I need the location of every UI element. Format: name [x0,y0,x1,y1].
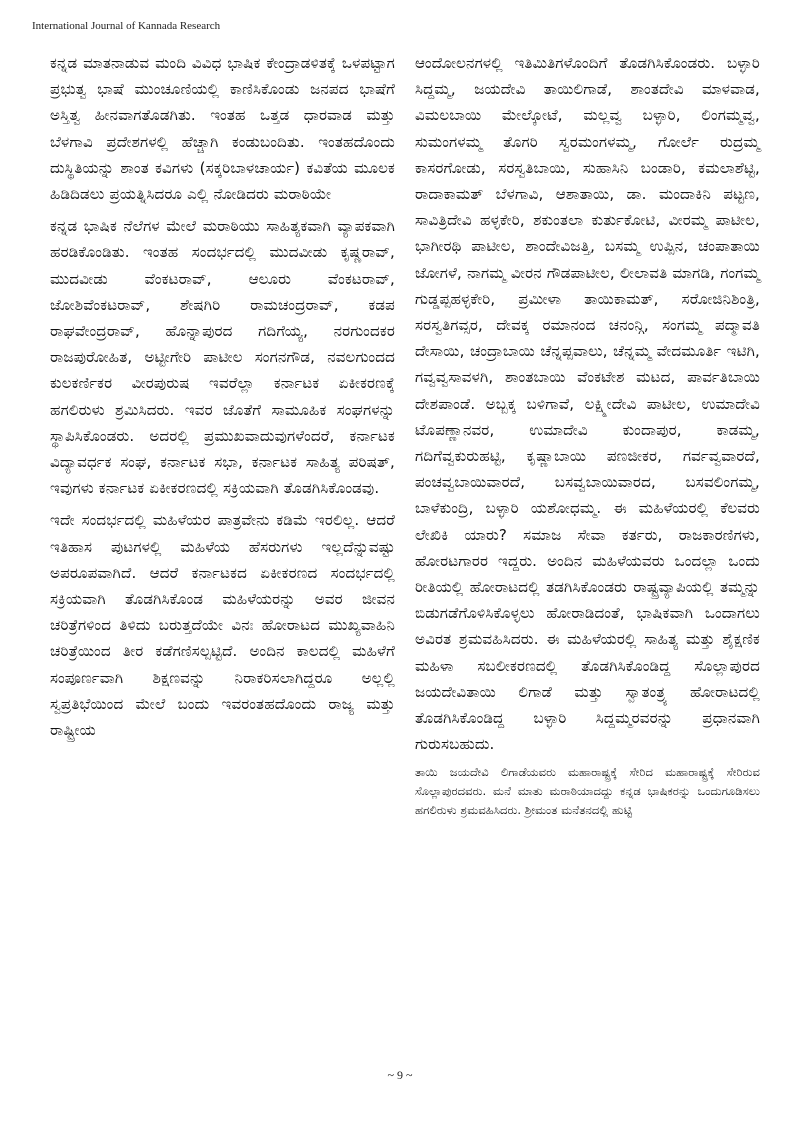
left-column [50,50,395,749]
paragraph: ತಾಯಿ ಜಯದೇವಿ ಲಿಗಾಡೆಯವರು ಮಹಾರಾಷ್ಟ್ರಕ್ಕೆ ಸೇರಿದ ಮಹಾರಾಷ್ಟ್ರಕ್ಕೆ ಸೇರಿರುವ ಸೊಲ್ಲಾಪುರದವರು. ಮನೆ ಮಾತು ಮರಾಠಿಯಾದದ್ದು ಕನ್ನಡ ಭಾಷಿಕರನ್ನು ಒಂದುಗೂಡಿಸಲು ಹಗಲಿರುಳು ಶ್ರಮವಹಿಸಿದರು. ಶ್ರೀಮಂತ ಮನೆತನದಲ್ಲಿ ಹುಟ್ಟಿ [415,765,760,818]
paragraph: ಕನ್ನಡ ಮಾತನಾಡುವ ಮಂದಿ ವಿವಿಧ ಭಾಷಿಕ ಕೇಂದ್ರಾಡಳಿತಕ್ಕೆ ಒಳಪಟ್ಟಾಗ ಪ್ರಭುತ್ವ ಭಾಷೆ ಮುಂಚೂಣಿಯಲ್ಲಿ ಕಾಣಿಸಿಕೊಂಡು ಜನಪದ ಭಾಷೆಗೆ ಅಸ್ತಿತ್ವ ಹೀನವಾಗತೊಡಗಿತು. ಇಂತಹ ಒತ್ತಡ ಧಾರವಾಡ ಮತ್ತು ಬೆಳಗಾವಿ ಪ್ರದೇಶಗಳಲ್ಲಿ ಹೆಚ್ಚಾಗಿ ಕಂಡುಬಂದಿತು. ಇಂತಹದೊಂದು ದುಸ್ಥಿತಿಯನ್ನು ಶಾಂತ ಕವಿಗಳು (ಸಕ್ಕರಿಬಾಳಚಾರ್ಯ) ಕವಿತೆಯ ಮೂಲಕ ಹಿಡಿದಿಡಲು ಪ್ರಯತ್ನಿಸಿದರೂ ಎಲ್ಲಿ ನೋಡಿದರು ಮರಾಠಿಯೇ [50,54,395,204]
paragraph: ಇದೇ ಸಂದರ್ಭದಲ್ಲಿ ಮಹಿಳೆಯರ ಪಾತ್ರವೇನು ಕಡಿಮೆ ಇರಲಿಲ್ಲ. ಆದರೆ ಇತಿಹಾಸ ಪುಟಗಳಲ್ಲಿ ಮಹಿಳೆಯ ಹೆಸರುಗಳು ಇಲ್ಲದೆನ್ನುವಷ್ಟು ಅಪರೂಪವಾಗಿದೆ. ಆದರೆ ಕರ್ನಾಟಕದ ಏಕೀಕರಣದ ಸಂದರ್ಭದಲ್ಲಿ ಸಕ್ರಿಯವಾಗಿ ತೊಡಗಿಸಿಕೊಂಡ ಮಹಿಳೆಯರನ್ನು ಅವರ ಜೀವನ ಚರಿತ್ರೆಗಳಿಂದ ತಿಳಿದು ಬರುತ್ತದೆಯೇ ವಿನಃ ಹೋರಾಟದ ಮುಖ್ಯವಾಹಿನಿ ಚರಿತ್ರೆಯಿಂದ ತೀರ ಕಡೆಗಣಿಸಲ್ಪಟ್ಟಿದೆ. ಅಂದಿನ ಕಾಲದಲ್ಲಿ ಮಹಿಳೆಗೆ ಸಂಪೂರ್ಣವಾಗಿ ಶಿಕ್ಷಣವನ್ನು ನಿರಾಕರಿಸಲಾಗಿದ್ದರೂ ಅಲ್ಲಲ್ಲಿ ಸ್ವಪ್ರತಿಭೆಯಿಂದ ಮೇಲೆ ಬಂದು ಇವರಂತಹದೊಂದು ರಾಜ್ಯ ಮತ್ತು ರಾಷ್ಟ್ರೀಯ [50,511,395,740]
page-number: ~ 9 ~ [387,1068,413,1082]
journal-header: International Journal of Kannada Research [32,20,221,32]
paragraph: ಆಂದೋಲನಗಳಲ್ಲಿ ಇತಿಮಿತಿಗಳೊಂದಿಗೆ ತೊಡಗಿಸಿಕೊಂಡರು. ಬಳ್ಳಾರಿ ಸಿದ್ದಮ್ಮ, ಜಯದೇವಿ ತಾಯಿಲಿಗಾಡೆ, ಶಾಂತದೇವಿ ಮಾಳವಾಡ, ವಿಮಲಬಾಯಿ ಮೇಲ್ಕೋಟೆ, ಮಲ್ಲವ್ವ ಬಳ್ಳಾರಿ, ಲಿಂಗಮ್ಮವ್ವ, ಸುಮಂಗಳಮ್ಮ ತೊಗರಿ ಸ್ವರಮಂಗಳಮ್ಮ, ಗೋರ್ಲೆ ರುದ್ರಮ್ಮ ಕಾಸರಗೋಡು, ಸರಸ್ವತಿಬಾಯಿ, ಸುಹಾಸಿನಿ ಬಂಡಾರಿ, ಕಮಲಾಶೆಟ್ಟಿ, ರಾದಾಕಾಮತ್ ಬೆಳಗಾವಿ, ಆಶಾತಾಯಿ, ಡಾ. ಮಂದಾಕಿನಿ ಪಟ್ಟಣ, ಸಾವಿತ್ರಿದೇವಿ ಹಳ್ಳಕೇರಿ, ಶಕುಂತಲಾ ಕುರ್ತುಕೋಟಿ, ವೀರಮ್ಮ ಪಾಟೀಲ, ಭಾಗೀರಥಿ ಪಾಟೀಲ, ಶಾಂದೇವಿಜತ್ತಿ, ಬಸಮ್ಮ ಉಪ್ಪಿನ, ಚಂಪಾತಾಯಿ ಜೋಗಳೆ, ನಾಗಮ್ಮ ವೀರನ ಗೌಡಪಾಟೀಲ, ಲೀಲಾವತಿ ಮಾಗಡಿ, ಗಂಗಮ್ಮ ಗುಡ್ಡಪ್ಪಹಳ್ಳಕೇರಿ, ಪ್ರಮೀಳಾ ತಾಯಿಕಾಮತ್, ಸರೋಜಿನಿಶಿಂತ್ರಿ, ಸರಸ್ವತಿಗವ್ಸರ, ದೇವಕ್ಕ ರಮಾನಂದ ಚನಂನ್ಗಿ, ಸಂಗಮ್ಮ ಪದ್ಮಾವತಿ ದೇಸಾಯಿ, ಚಂದ್ರಾಬಾಯಿ ಚೆನ್ನಪ್ಪವಾಲು, ಚೆನ್ನಮ್ಮ ವೇದಮೂರ್ತಿ ಇಟಿಗಿ, ಗವ್ವವ್ವಸಾವಳಗಿ, ಶಾಂತಬಾಯಿ ವೆಂಕಟೇಶ ಮಟದ, ಪಾರ್ವತಿಬಾಯಿ ದೇಶಪಾಂಡೆ. ಅಬ್ಬಕ್ಕ ಬಳಿಗಾವೆ, ಲಕ್ಷ್ಮೀದೇವಿ ಪಾಟೀಲ, ಉಮಾದೇವಿ ಟೊಪಣ್ಣಾನವರ, ಉಮಾದೇವಿ ಕುಂದಾಪುರ, ಕಾಡಮ್ಮ, ಗದಿಗೆವ್ವಕುರುಹಟ್ಟಿ, ಕೃಷ್ಣಾಬಾಯಿ ಪಣಜೀಕರ, ಗರ್ವವ್ವವಾರದೆ, ಪಂಚವ್ವಬಾಯಿವಾರದೆ, ಬಸವ್ವಬಾಯಿವಾರದ, ಬಸವಲಿಂಗಮ್ಮ, ಬಾಳೆಕುಂದ್ರಿ, ಬಳ್ಳಾರಿ ಯಶೋಧಮ್ಮ. ಈ ಮಹಿಳೆಯರಲ್ಲಿ ಕೆಲವರು ಲೇಖಿಕಿ ಯಾರು? ಸಮಾಜ ಸೇವಾ ಕರ್ತರು, ರಾಜಕಾರಣಿಗಳು, ಹೋರಟಗಾರರ ಇದ್ದರು. ಅಂದಿನ ಮಹಿಳೆಯವರು ಒಂದಲ್ಲಾ ಒಂದು ರೀತಿಯಲ್ಲಿ ಹೋರಾಟದಲ್ಲಿ ತಡಗಿಸಿಕೊಂಡರು ರಾಷ್ಟ್ರವ್ಯಾಪಿಯಲ್ಲಿ ತಮ್ಮನ್ನು ಬಿಡುಗಡೆಗೊಳಿಸಿಕೊಳ್ಳಲು ಹೋರಾಡಿದಂತೆ, ಭಾಷಿಕವಾಗಿ ಒಂದಾಗಲು ಅವಿರತ ಶ್ರಮವಹಿಸಿದರು. ಈ ಮಹಿಳೆಯರಲ್ಲಿ ಸಾಹಿತ್ಯ ಮತ್ತು ಶೈಕ್ಷಣಿಕ ಮಹಿಳಾ ಸಬಲೀಕರಣದಲ್ಲಿ ತೊಡಗಿಸಿಕೊಂಡಿದ್ದ ಸೊಲ್ಲಾಪುರದ ಜಯದೇವಿತಾಯಿ ಲಿಗಾಡೆ ಮತ್ತು ಸ್ವಾತಂತ್ರ್ಯ ಹೋರಾಟದಲ್ಲಿ ತೊಡಗಿಸಿಕೊಂಡಿದ್ದ ಬಳ್ಳಾರಿ ಸಿದ್ದಮ್ಮರವರನ್ನು ಪ್ರಧಾನವಾಗಿ ಗುರುಸಬಹುದು. [415,54,760,754]
paragraph: ಕನ್ನಡ ಭಾಷಿಕ ನೆಲೆಗಳ ಮೇಲೆ ಮರಾಠಿಯು ಸಾಹಿತ್ಯಕವಾಗಿ ವ್ಯಾಪಕವಾಗಿ ಹರಡಿಕೊಂಡಿತು. ಇಂತಹ ಸಂದರ್ಭದಲ್ಲಿ ಮುದವೀಡು ಕೃಷ್ಣರಾವ್, ಮುದವೀಡು ವೆಂಕಟರಾವ್, ಆಲೂರು ವೆಂಕಟರಾವ್, ಜೋಶಿವೆಂಕಟರಾವ್, ಶೇಷಗಿರಿ ರಾಮಚಂದ್ರರಾವ್, ಕಡಪ ರಾಘವೇಂದ್ರರಾವ್, ಹೊನ್ನಾಪುರದ ಗದಿಗೆಯ್ಯ, ನರಗುಂದಕರ ರಾಜಪುರೋಹಿತ, ಅಟ್ಟೀಗೇರಿ ಪಾಟೀಲ ಸಂಗನಗೌಡ, ನವಲಗುಂದದ ಕುಲಕರ್ಣಿಕರ ವೀರಪುರುಷ ಇವರೆಲ್ಲಾ ಕರ್ನಾಟಕ ಏಕೀಕರಣಕ್ಕೆ ಹಗಲಿರುಳು ಶ್ರಮಿಸಿದರು. ಇವರ ಜೊತೆಗೆ ಸಾಮೂಹಿಕ ಸಂಘಗಳನ್ನು ಸ್ಥಾಪಿಸಿಕೊಂಡರು. ಅದರಲ್ಲಿ ಪ್ರಮುಖವಾದುವುಗಳೆಂದರೆ, ಕರ್ನಾಟಕ ವಿದ್ಯಾವರ್ಧಕ ಸಂಘ, ಕರ್ನಾಟಕ ಸಭಾ, ಕರ್ನಾಟಕ ಸಾಹಿತ್ಯ ಪರಿಷತ್, ಇವುಗಳು ಕರ್ನಾಟಕ ಏಕೀಕರಣದಲ್ಲಿ ಸಕ್ರಿಯವಾಗಿ ತೊಡಗಿಸಿಕೊಂಡವು. [50,217,395,498]
right-column [415,50,760,824]
